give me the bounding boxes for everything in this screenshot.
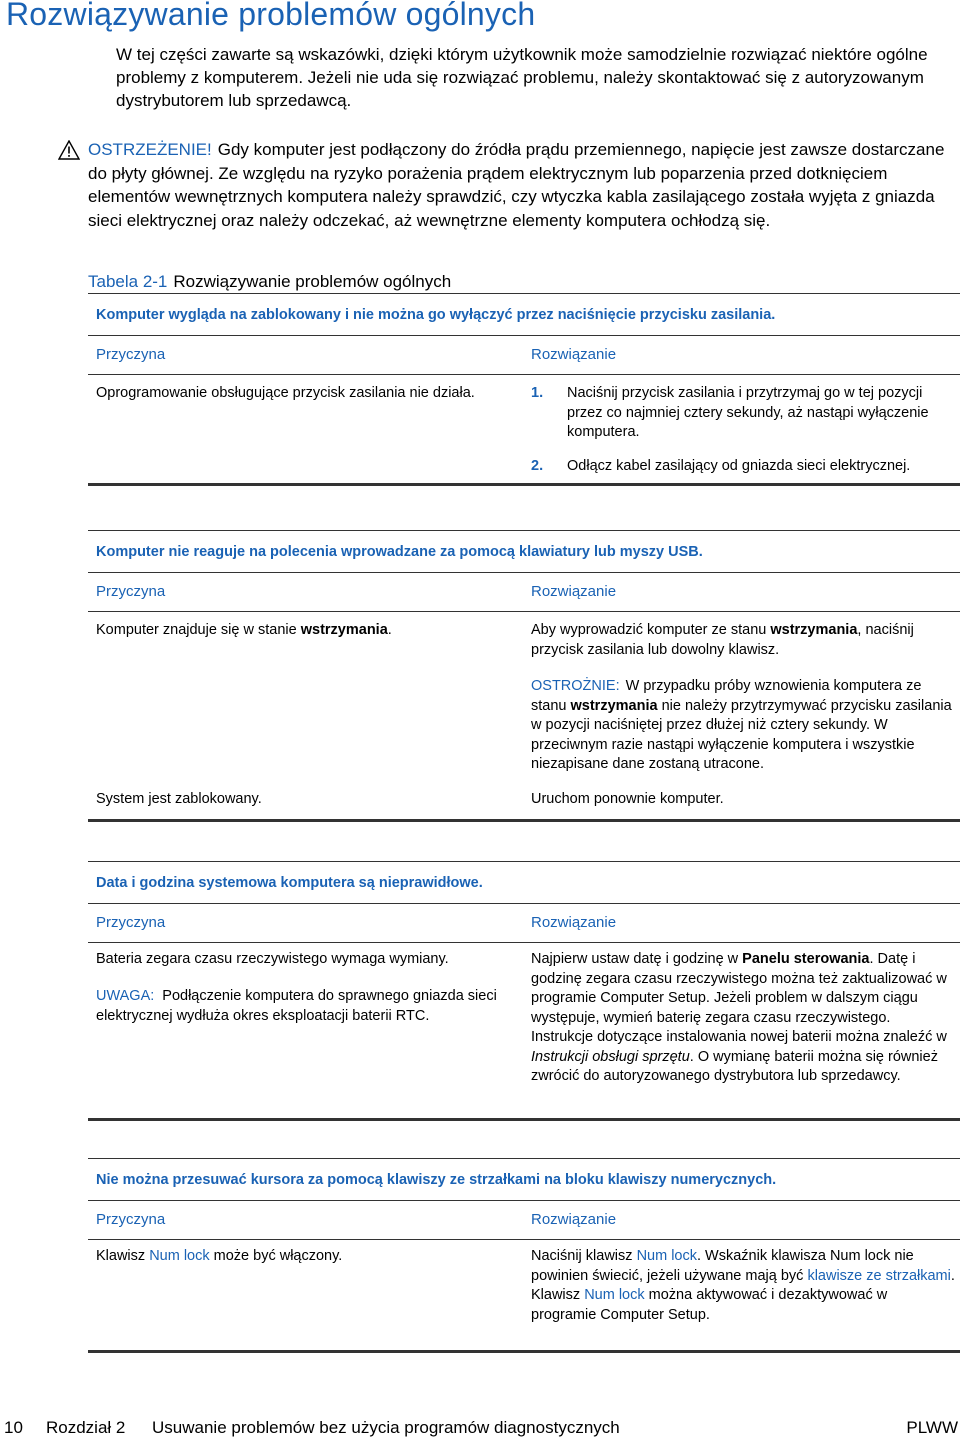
problem-table-2 — [88, 530, 960, 822]
cause-cell: System jest zablokowany. — [96, 791, 262, 807]
cause-cell: Klawisz Num lock może być włączony. — [96, 1248, 343, 1264]
solution-cell: Najpierw ustaw datę i godzinę w Panelu sterowania. Datę i godzinę zegara czasu rzeczywistego można też zaktualizować w programie Computer Setup. Jeżeli problem w dalszym ciągu występuje, wymień baterię zegara czasu rzeczywistego. Instrukcje dotyczące instalowania nowej baterii można znaleźć w Instrukcji obsługi sprzętu. O wymianę baterii można się również zwrócić do autoryzowanego dystrybutora lub sprzedawcy. — [531, 951, 947, 1084]
header-solution: Rozwiązanie — [531, 583, 617, 600]
solution-cell: Uruchom ponownie komputer. — [531, 791, 724, 807]
problem-table-1 — [88, 293, 960, 493]
num-lock-link[interactable]: Num lock — [636, 1248, 697, 1264]
problem-table-4 — [88, 1158, 960, 1368]
solution-steps — [531, 384, 956, 484]
problem-title: Komputer nie reaguje na polecenia wprowadzane za pomocą klawiatury lub myszy USB. — [96, 544, 703, 560]
header-cause: Przyczyna — [96, 346, 166, 363]
page-title: Rozwiązywanie problemów ogólnych — [6, 0, 536, 32]
step-number: 2. — [531, 458, 544, 474]
intro-paragraph: W tej części zawarte są wskazówki, dzięki którym użytkownik może samodzielnie rozwiązać niektóre ogólne problemy z komputerem. Jeżeli nie uda się rozwiązać problemu, należy skontaktować się z autoryzowanym dystrybutorem lub sprzedawcą. — [116, 45, 928, 110]
solution-cell: Aby wyprowadzić komputer ze stanu wstrzymania, naciśnij przycisk zasilania lub dowolny klawisz. — [531, 622, 914, 658]
caution-label: OSTROŻNIE: — [531, 678, 620, 694]
num-lock-link[interactable]: Num lock — [584, 1287, 645, 1303]
problem-title: Data i godzina systemowa komputera są nieprawidłowe. — [96, 875, 483, 891]
step-text: Naciśnij przycisk zasilania i przytrzymaj go w tej pozycji przez co najmniej cztery sekundy, aż nastąpi wyłączenie komputera. — [567, 385, 929, 440]
cause-cell: Oprogramowanie obsługujące przycisk zasilania nie działa. — [96, 385, 475, 401]
table-caption — [88, 272, 451, 292]
table-number: Tabela 2-1 — [88, 272, 168, 291]
header-solution: Rozwiązanie — [531, 914, 617, 931]
solution-cell: Naciśnij klawisz Num lock. Wskaźnik klawisza Num lock nie powinien świecić, jeżeli używane mają być klawisze ze strzałkami. Klawisz Num lock można aktywować i dezaktywować w programie Computer Setup. — [531, 1248, 955, 1323]
problem-title: Komputer wygląda na zablokowany i nie można go wyłączyć przez naciśnięcie przycisku zasilania. — [96, 307, 776, 323]
warning-triangle-icon — [58, 140, 80, 160]
warning-label: OSTRZEŻENIE! — [88, 140, 212, 159]
header-solution: Rozwiązanie — [531, 1211, 617, 1228]
warning-block — [88, 138, 958, 232]
chapter-label: Rozdział 2 — [46, 1418, 126, 1437]
step-number: 1. — [531, 385, 544, 401]
warning-text: Gdy komputer jest podłączony do źródła prądu przemiennego, napięcie jest zawsze dostarczane do płyty głównej. Ze względu na ryzyko porażenia prądem elektrycznym lub poparzenia przed dotknięciem elementów wewnętrznych komputera należy sprawdzić, czy wtyczka kabla zasilającego została wyjęta z gniazda sieci elektrycznej oraz należy odczekać, aż wewnętrzne elementy komputera ochłodzą się. — [88, 140, 945, 230]
header-cause: Przyczyna — [96, 914, 166, 931]
note-block: UWAGA: Podłączenie komputera do sprawnego gniazda sieci elektrycznej wydłuża okres eksploatacji baterii RTC. — [96, 988, 497, 1024]
cause-cell: Bateria zegara czasu rzeczywistego wymaga wymiany. — [96, 951, 449, 967]
page-number: 10 — [4, 1418, 23, 1437]
problem-table-3 — [88, 861, 960, 1120]
header-cause: Przyczyna — [96, 1211, 166, 1228]
locale-code: PLWW — [906, 1418, 958, 1437]
num-lock-link[interactable]: Num lock — [149, 1248, 210, 1264]
table-caption-text: Rozwiązywanie problemów ogólnych — [173, 272, 452, 291]
cause-cell: Komputer znajduje się w stanie wstrzymania. — [96, 622, 392, 638]
chapter-title: Usuwanie problemów bez użycia programów diagnostycznych — [152, 1418, 620, 1437]
header-solution: Rozwiązanie — [531, 346, 617, 363]
caution-note: OSTROŻNIE: W przypadku próby wznowienia komputera ze stanu wstrzymania nie należy przytrzymywać przycisku zasilania w pozycji naciśniętej przez dłużej niż cztery sekundy. W przeciwnym razie nastąpi wyłączenie komputera i wszystkie niezapisane dane zostaną utracone. — [531, 678, 952, 772]
problem-title: Nie można przesuwać kursora za pomocą klawiszy ze strzałkami na bloku klawiszy numerycznych. — [96, 1172, 777, 1188]
arrow-keys-link[interactable]: klawisze ze strzałkami — [807, 1267, 951, 1284]
step-text: Odłącz kabel zasilający od gniazda sieci elektrycznej. — [567, 458, 911, 474]
header-cause: Przyczyna — [96, 583, 166, 600]
note-label: UWAGA: — [96, 988, 155, 1004]
